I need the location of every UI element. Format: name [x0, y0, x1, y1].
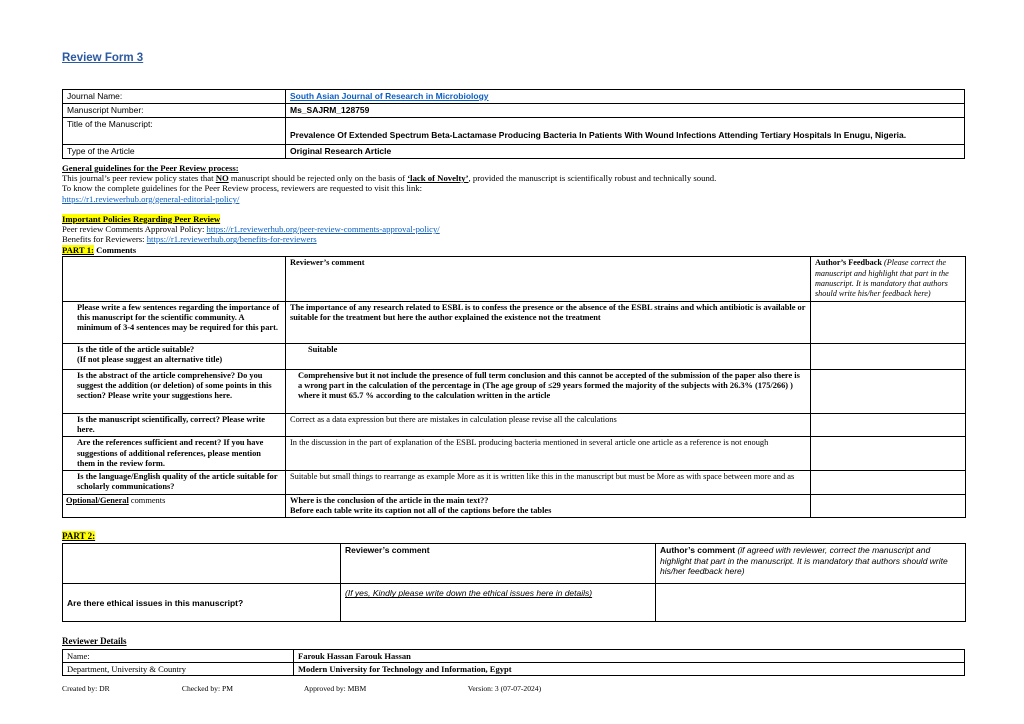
- language-quality-row: [63, 471, 966, 495]
- part1-tag: PART 1:: [62, 245, 94, 256]
- footer-checked-by: Checked by: PM: [181, 684, 233, 693]
- references-row: [63, 437, 966, 471]
- part1-header-row: [63, 257, 966, 301]
- title-suitable-question: Is the title of the article suitable? (If not please suggest an alternative title): [63, 343, 286, 369]
- reviewer-affiliation-label: Department, University & Country: [63, 663, 294, 676]
- article-type-value: Original Research Article: [286, 145, 965, 159]
- guidelines-heading: General guidelines for the Peer Review process:: [62, 163, 239, 173]
- editorial-policy-link[interactable]: https://r1.reviewerhub.org/general-editorial-policy/: [62, 193, 240, 204]
- part1-header-empty-cell: [63, 257, 286, 301]
- manuscript-info-table: [62, 89, 965, 159]
- no-emphasis: NO: [215, 173, 229, 184]
- article-type-row: [63, 145, 965, 159]
- part2-header-row: [63, 544, 966, 584]
- language-quality-feedback-cell: [811, 471, 966, 495]
- reviewer-details-table: [62, 649, 965, 676]
- benefits-link[interactable]: https://r1.reviewerhub.org/benefits-for-reviewers: [146, 234, 317, 245]
- manuscript-number-row: [63, 104, 965, 118]
- importance-feedback-cell: [811, 301, 966, 343]
- part2-table: [62, 543, 966, 622]
- reviewer-affiliation-row: [63, 663, 965, 676]
- abstract-question: Is the abstract of the article comprehensive? Do you suggest the addition (or deletion) of some points in this section? Please write your suggestions here.: [63, 369, 286, 413]
- benefits-line: Benefits for Reviewers: https://r1.reviewerhub.org/benefits-for-reviewers: [62, 234, 317, 245]
- manuscript-number-value: Ms_SAJRM_128759: [286, 104, 965, 118]
- reviewer-name-label: Name:: [63, 650, 294, 663]
- journal-name-cell: [286, 90, 965, 104]
- part1-label: PART 1: Comments: [62, 245, 137, 256]
- abstract-feedback-cell: [811, 369, 966, 413]
- part1-author-feedback-header: Author’s Feedback (Please correct the manuscript and highlight that part in the manuscript. It is mandatory that authors should write his/her feedback here): [811, 257, 966, 301]
- guidelines-line2: To know the complete guidelines for the Peer Review process, reviewers are requested to visit this link:: [62, 183, 423, 194]
- manuscript-title-value: Prevalence Of Extended Spectrum Beta-Lactamase Producing Bacteria In Patients With Wound Infections Attending Tertiary Hospitals In Enugu, Nigeria.: [286, 118, 965, 145]
- footer-created-by: Created by: DR: [62, 684, 110, 693]
- approval-policy-link[interactable]: https://r1.reviewerhub.org/peer-review-comments-approval-policy/: [206, 224, 440, 235]
- journal-name-label: Journal Name:: [63, 90, 286, 104]
- ethical-issues-author-cell: [656, 584, 966, 622]
- scientific-correct-question: Is the manuscript scientifically, correct? Please write here.: [63, 413, 286, 437]
- importance-comment: The importance of any research related to ESBL is to confess the presence or the absence of the ESBL strains and which antibiotic is available or suitable for the treatment but here the author explained the existence not the treatment: [286, 301, 811, 343]
- part2-label: [62, 531, 965, 541]
- part2-header-empty-cell: [63, 544, 341, 584]
- reviewer-affiliation-value: Modern University for Technology and Information, Egypt: [294, 663, 965, 676]
- title-suitable-feedback-cell: [811, 343, 966, 369]
- optional-comments-row: [63, 494, 966, 518]
- manuscript-title-row: [63, 118, 965, 145]
- general-guidelines: [62, 163, 965, 204]
- reviewer-name-value: Farouk Hassan Farouk Hassan: [294, 650, 965, 663]
- part2-tag: PART 2:: [62, 531, 96, 542]
- reviewer-name-row: [63, 650, 965, 663]
- language-quality-comment: Suitable but small things to rearrange as example More as it is written like this in the manuscript but must be More as with space between more and as: [286, 471, 811, 495]
- part1-comments-table: [62, 256, 966, 518]
- scientific-correct-feedback-cell: [811, 413, 966, 437]
- part2-author-comment-header: Author’s comment (if agreed with reviewer, correct the manuscript and highlight that part in the manuscript. It is mandatory that authors should write his/her feedback here): [656, 544, 966, 584]
- document-content: [62, 0, 965, 676]
- references-feedback-cell: [811, 437, 966, 471]
- references-comment: In the discussion in the part of explanation of the ESBL producing bacteria mentioned in several article one article as a reference is not enough: [286, 437, 811, 471]
- abstract-comment: Comprehensive but it not include the presence of full term conclusion and this cannot be accepted of the submission of the paper also there is a wrong part in the calculation of the percentage in (The age group of ≤29 years formed the majority of the subjects with 26.3% (175/266) ) where it must 65.7 % according to the calculation written in the article: [286, 369, 811, 413]
- references-question: Are the references sufficient and recent? If you have suggestions of additional references, please mention them in the review form.: [63, 437, 286, 471]
- policies-heading: Important Policies Regarding Peer Review: [62, 213, 221, 224]
- ethical-issues-row: [63, 584, 966, 622]
- novelty-emphasis: ‘lack of Novelty’: [407, 173, 469, 184]
- manuscript-number-label: Manuscript Number:: [63, 104, 286, 118]
- article-type-label: Type of the Article: [63, 145, 286, 159]
- importance-question: Please write a few sentences regarding the importance of this manuscript for the scientific community. A minimum of 3-4 sentences may be required for this part.: [63, 301, 286, 343]
- approval-policy-line: Peer review Comments Approval Policy: https://r1.reviewerhub.org/peer-review-comments-approval-policy/: [62, 224, 440, 235]
- manuscript-title-label: Title of the Manuscript:: [63, 118, 286, 145]
- journal-name-link[interactable]: South Asian Journal of Research in Microbiology: [290, 91, 489, 101]
- abstract-row: [63, 369, 966, 413]
- footer-version: Version: 3 (07-07-2024): [467, 684, 542, 693]
- guidelines-line1: This journal’s peer review policy states that NO manuscript should be rejected only on the basis of ‘lack of Novelty’, provided the manuscript is scientifically robust and technically sound.: [62, 173, 717, 184]
- optional-comments-comment: Where is the conclusion of the article in the main text?? Before each table write its caption not all of the captions before the tables: [286, 494, 811, 518]
- part1-reviewer-comment-header: Reviewer’s comment: [286, 257, 811, 301]
- important-policies: [62, 214, 965, 245]
- title-suitable-comment: Suitable: [286, 343, 811, 369]
- page-title: Review Form 3: [62, 52, 144, 64]
- scientific-correct-comment: Correct as a data expression but there are mistakes in calculation please revise all the calculations: [286, 413, 811, 437]
- document-footer: [62, 684, 965, 693]
- title-suitable-row: [63, 343, 966, 369]
- scientific-correct-row: [63, 413, 966, 437]
- footer-approved-by: Approved by: MBM: [303, 684, 367, 693]
- importance-row: [63, 301, 966, 343]
- reviewer-details-heading: Reviewer Details: [62, 636, 127, 647]
- language-quality-question: Is the language/English quality of the article suitable for scholarly communications?: [63, 471, 286, 495]
- ethical-issues-comment: (If yes, Kindly please write down the ethical issues here in details): [341, 584, 656, 622]
- optional-comments-label: Optional/General comments: [63, 494, 286, 518]
- optional-comments-feedback-cell: [811, 494, 966, 518]
- ethical-issues-question: Are there ethical issues in this manuscript?: [63, 584, 341, 622]
- journal-name-row: [63, 90, 965, 104]
- part2-reviewer-comment-header: Reviewer’s comment: [341, 544, 656, 584]
